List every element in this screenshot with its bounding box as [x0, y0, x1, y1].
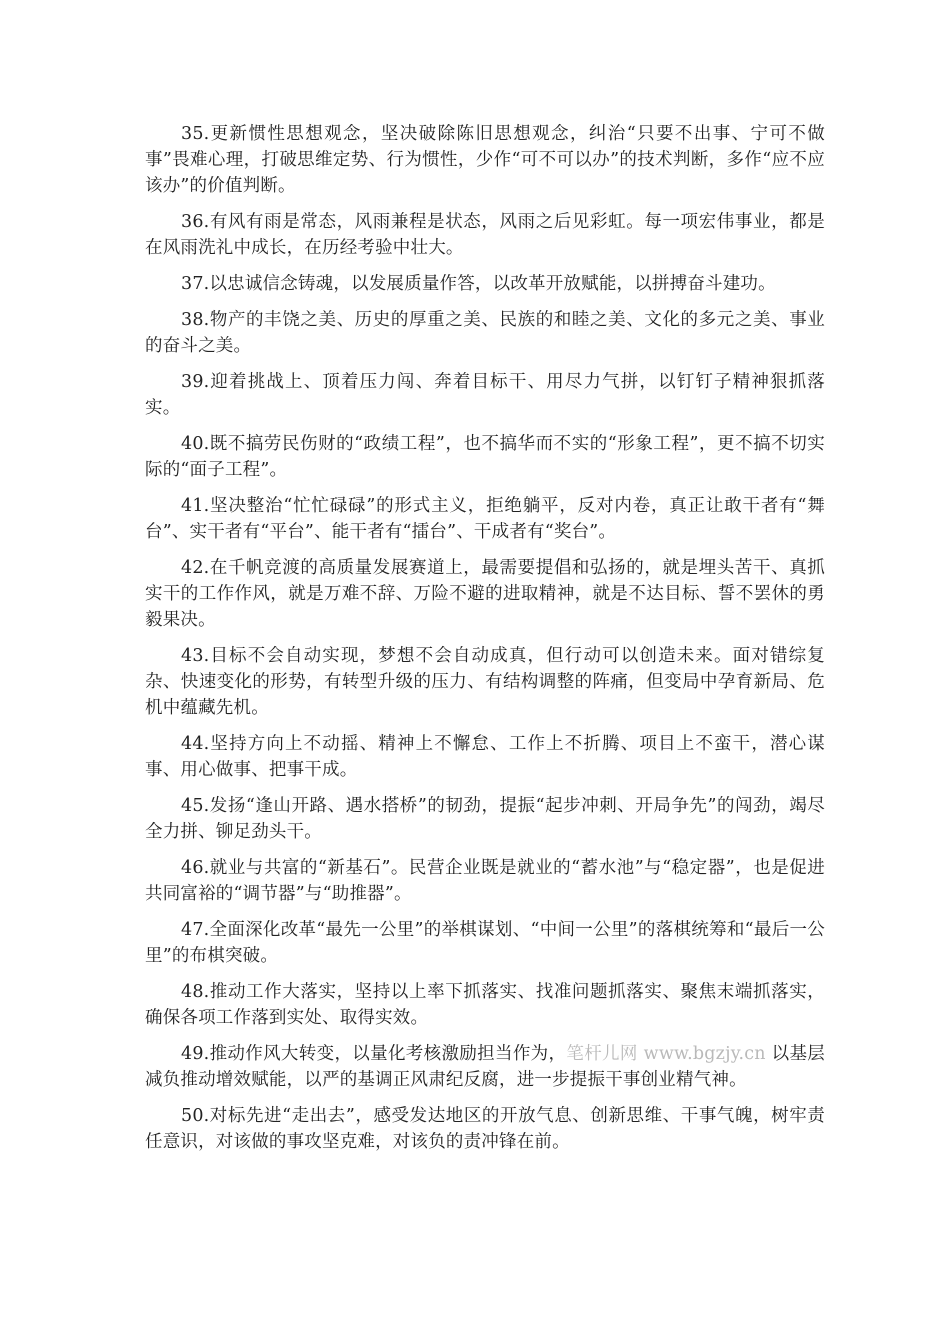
paragraph-43: 43.目标不会自动实现，梦想不会自动成真，但行动可以创造未来。面对错综复杂、快速变化的形势，有转型升级的压力、有结构调整的阵痛，但变局中孕育新局、危机中蕴藏先机。 — [145, 646, 825, 718]
paragraph-37: 37.以忠诚信念铸魂，以发展质量作答，以改革开放赋能，以拼搏奋斗建功。 — [181, 274, 776, 294]
paragraph-46: 46.就业与共富的“新基石”。民营企业既是就业的“蓄水池”与“稳定器”，也是促进共同富裕的“调节器”与“助推器”。 — [145, 858, 825, 904]
paragraph-49 — [145, 1041, 825, 1093]
paragraph-45: 45.发扬“逢山开路、遇水搭桥”的韧劲，提振“起步冲刺、开局争先”的闯劲，竭尽全力拼、铆足劲头干。 — [145, 796, 825, 842]
paragraph-50: 50.对标先进“走出去”，感受发达地区的开放气息、创新思维、干事气魄，树牢责任意识，对该做的事攻坚克难，对该负的责冲锋在前。 — [145, 1106, 825, 1152]
paragraph-41: 41.坚决整治“忙忙碌碌”的形式主义，拒绝躺平，反对内卷，真正让敢干者有“舞台”、实干者有“平台”、能干者有“擂台”、干成者有“奖台”。 — [145, 496, 825, 542]
paragraph-44: 44.坚持方向上不动摇、精神上不懈怠、工作上不折腾、项目上不蛮干，潜心谋事、用心做事、把事干成。 — [145, 734, 825, 780]
paragraph-39: 39.迎着挑战上、顶着压力闯、奔着目标干、用尽力气拼，以钉钉子精神狠抓落实。 — [145, 372, 825, 418]
paragraph-49-text-after: 以基层减负推动增效赋能，以严的基调正风肃纪反腐，进一步提振干事创业精气神。 — [145, 1044, 826, 1090]
paragraph-38: 38.物产的丰饶之美、历史的厚重之美、民族的和睦之美、文化的多元之美、事业的奋斗之美。 — [145, 310, 825, 356]
paragraph-49-text-before: 49.推动作风大转变，以量化考核激励担当作为， — [181, 1044, 567, 1064]
paragraph-35: 35.更新惯性思想观念，坚决破除陈旧思想观念，纠治“只要不出事、宁可不做事”畏难心理，打破思维定势、行为惯性，少作“可不可以办”的技术判断，多作“应不应该办”的价值判断。 — [145, 124, 825, 196]
watermark-text: 笔杆儿网 www.bgzjy.cn — [566, 1044, 766, 1064]
document-body — [145, 121, 825, 1165]
paragraph-48: 48.推动工作大落实，坚持以上率下抓落实、找准问题抓落实、聚焦末端抓落实，确保各项工作落到实处、取得实效。 — [145, 982, 825, 1028]
paragraph-40: 40.既不搞劳民伤财的“政绩工程”，也不搞华而不实的“形象工程”，更不搞不切实际的“面子工程”。 — [145, 434, 825, 480]
paragraph-36: 36.有风有雨是常态，风雨兼程是状态，风雨之后见彩虹。每一项宏伟事业，都是在风雨洗礼中成长，在历经考验中壮大。 — [145, 212, 825, 258]
paragraph-42: 42.在千帆竞渡的高质量发展赛道上，最需要提倡和弘扬的，就是埋头苦干、真抓实干的工作作风，就是万难不辞、万险不避的进取精神，就是不达目标、誓不罢休的勇毅果决。 — [145, 558, 825, 630]
paragraph-47: 47.全面深化改革“最先一公里”的举棋谋划、“中间一公里”的落棋统筹和“最后一公里”的布棋突破。 — [145, 920, 825, 966]
